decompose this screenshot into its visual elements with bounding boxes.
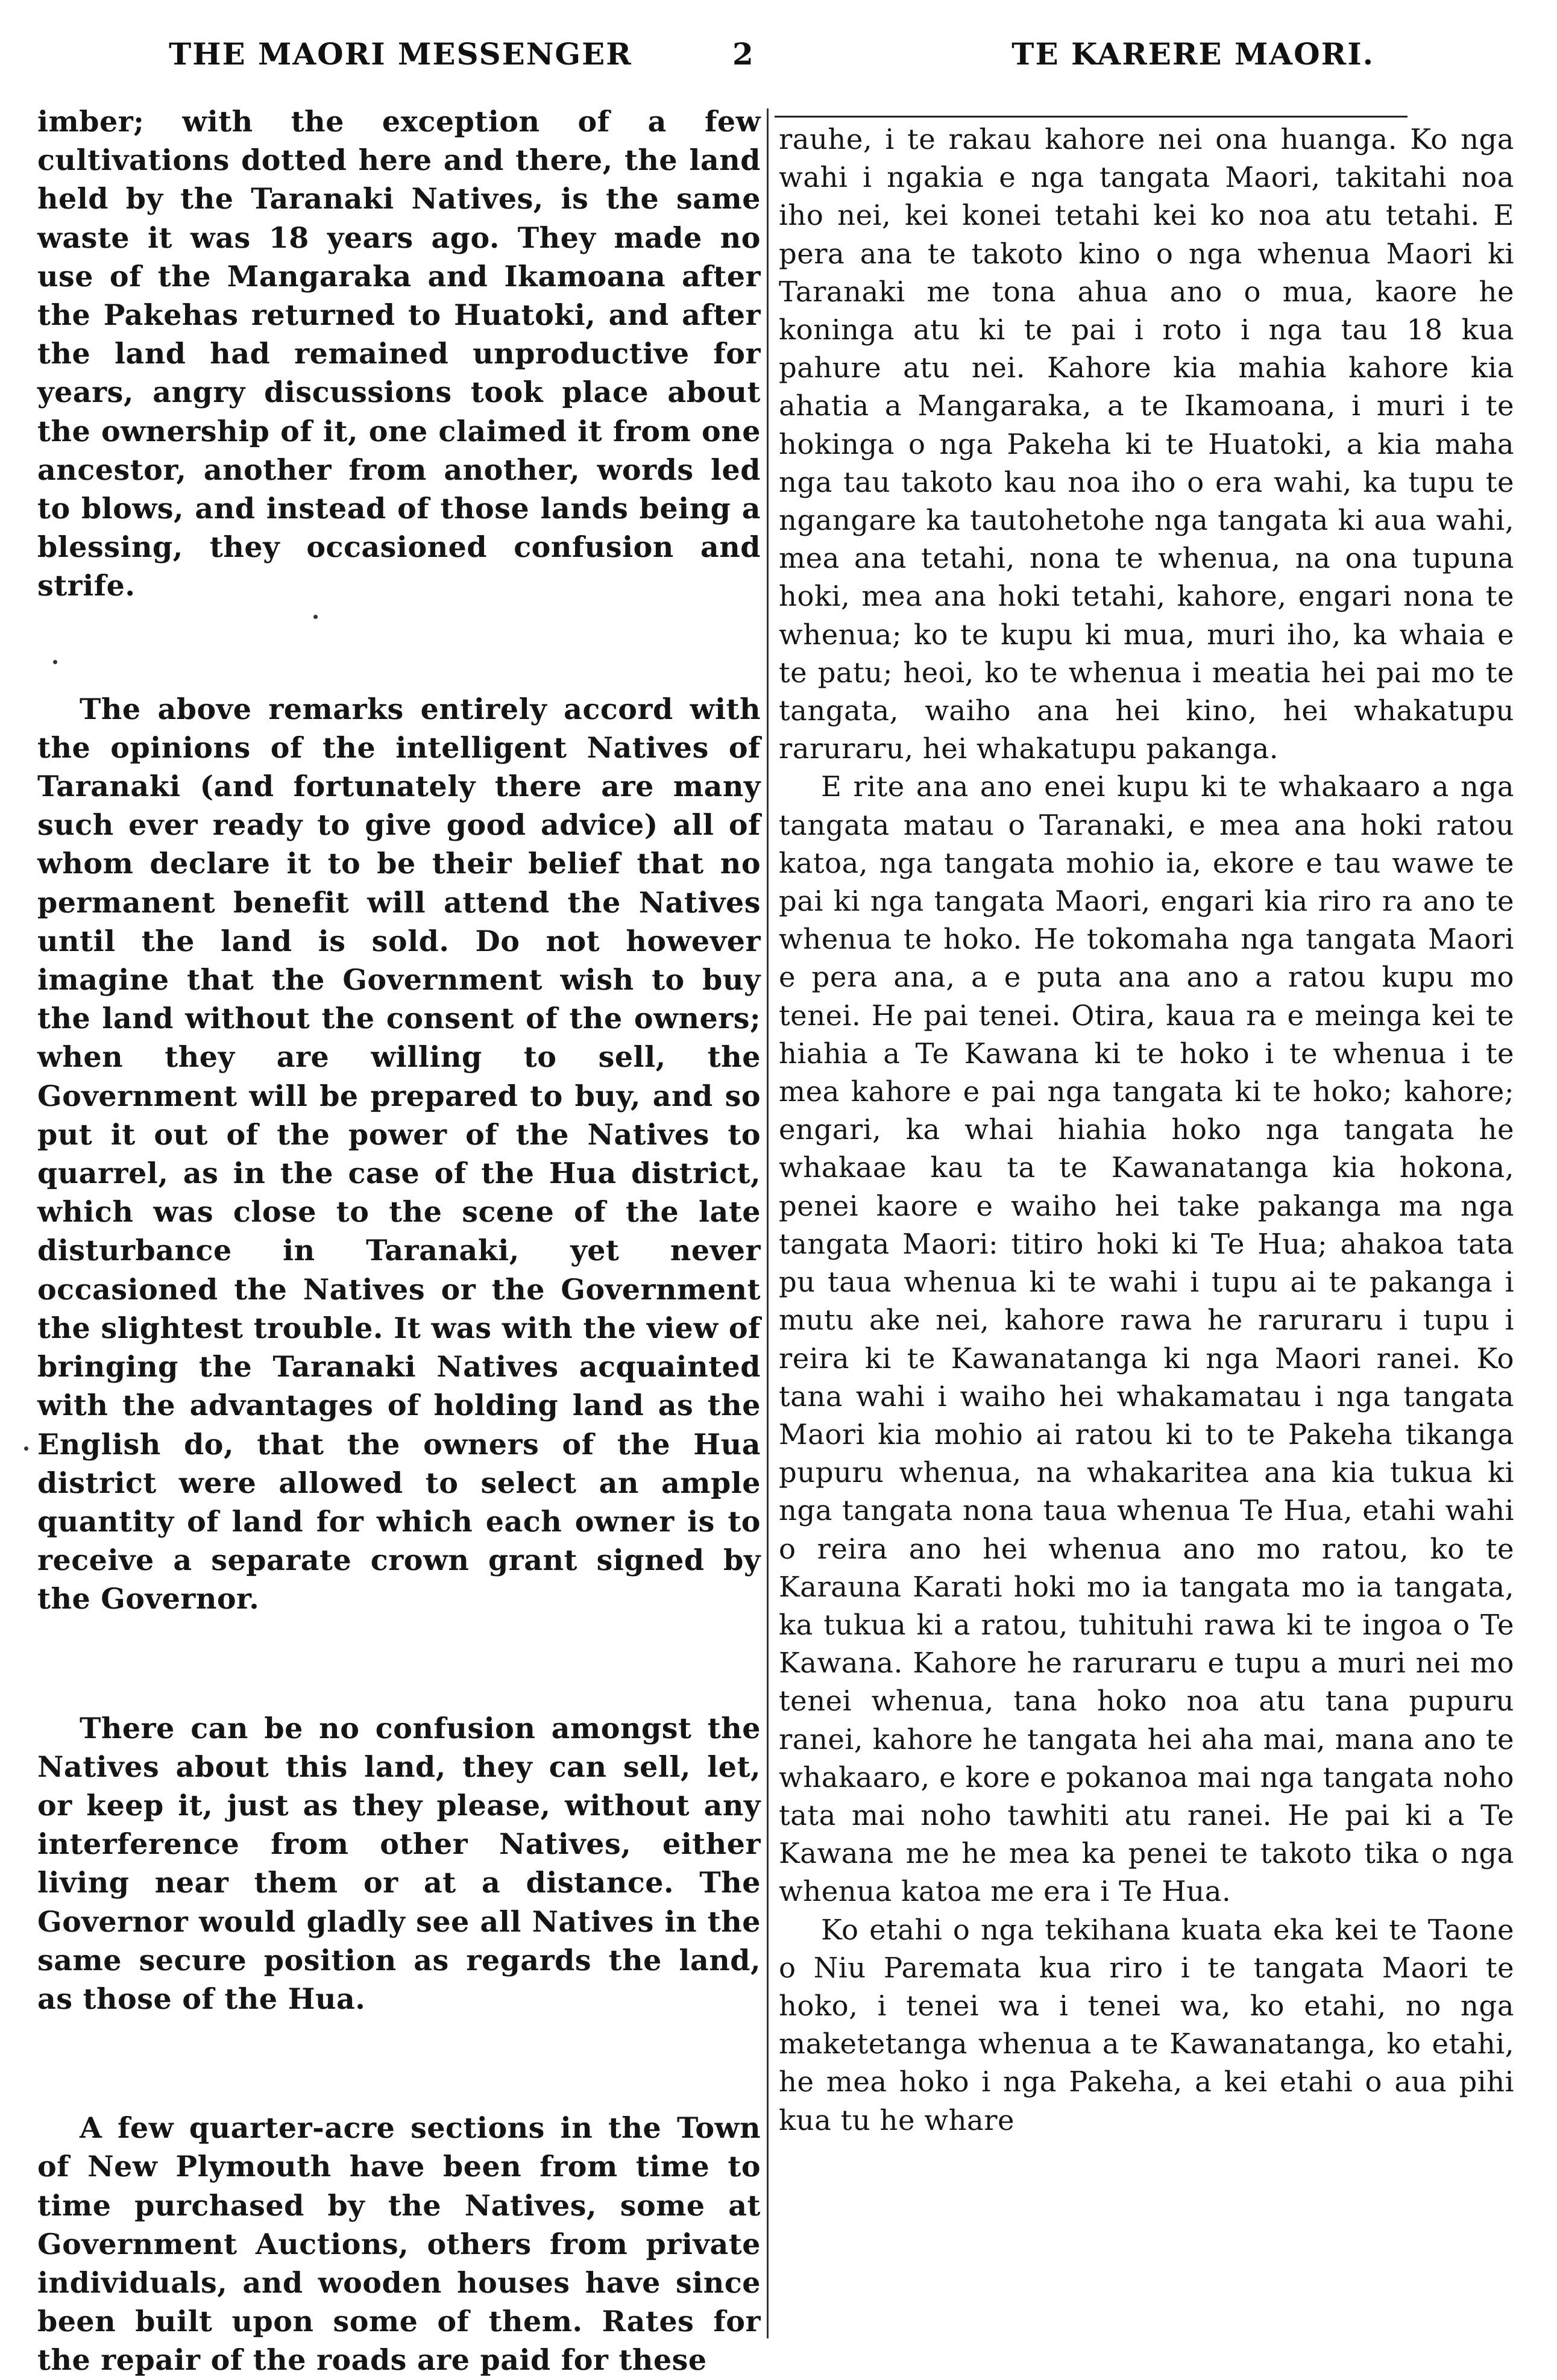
print-speck [53, 660, 57, 664]
english-paragraph-3: There can be no confusion amongst the Natives about this land, they can sell, let, or keep it, just as they please, without any interference from other Natives, either living near them or at a distance. The Governor would gladly see all Natives in the same secure position as regards the land, as those of the Hua. [37, 1711, 761, 2016]
maori-paragraph-3: Ko etahi o nga tekihana kuata eka kei te Taone o Niu Paremata kua riro i te tangata Maori te hoko, i tenei wa i tenei wa, ko etahi, no nga maketetanga whenua a te Kawanatanga, ko etahi, he mea hoko i nga Pakeha, a kei etahi o aua pihi kua tu he whare [779, 1913, 1514, 2137]
maori-paragraph-1: rauhe, i te rakau kahore nei ona huanga. Ko nga wahi i ngakia e nga tangata Maori, takitahi noa iho nei, kei konei tetahi kei ko noa atu tetahi. E pera ana te takoto kino o nga whenua Maori ki Taranaki me tona ahua ano o mua, kaore he koninga atu ki te pai i roto i nga tau 18 kua pahure atu nei. Kahore kia mahia kahore kia ahatia a Mangaraka, a te Ikamoana, i muri i te hokinga o nga Pakeha ki te Huatoki, a kia maha nga tau takoto kau noa iho o era wahi, ka tupu te ngangare ka tautohetohe nga tangata ki aua wahi, mea ana tetahi, nona te whenua, na ona tupuna hoki, mea ana hoki tetahi, kahore, engari nona te whenua; ko te kupu ki mua, muri iho, ka whaia e te patu; heoi, ko te whenua i meatia hei pai mo te tangata, waiho ana hei kino, hei whakatupu raruraru, hei whakatupu pakanga. [779, 123, 1514, 765]
english-paragraph-2: The above remarks entirely accord with the opinions of the intelligent Natives of Taranaki (and fortunately there are many such ever ready to give good advice) all of whom declare it to be their belief that no permanent benefit will attend the Natives until the land is sold. Do not however imagine that the Government wish to buy the land without the consent of the owners; when they are willing to sell, the Government will be prepared to buy, and so put it out of the power of the Natives to quarrel, as in the case of the Hua district, which was close to the scene of the late disturbance in Taranaki, yet never occasioned the Natives or the Government the slightest trouble. It was with the view of bringing the Taranaki Natives acquainted with the advantages of holding land as the English do, that the owners of the Hua district were allowed to select an ample quantity of land for which each owner is to receive a separate crown grant signed by the Governor. [37, 692, 761, 1616]
maori-column [779, 121, 1514, 2140]
english-paragraph-4: A few quarter-acre sections in the Town of New Plymouth have been from time to time purchased by the Natives, some at Government Auctions, others from private individuals, and wooden houses have since been built upon some of them. Rates for the repair of the roads are paid for these [37, 2111, 761, 2378]
header-rule [775, 116, 1408, 118]
page-number: 2 [732, 36, 755, 72]
page-header [145, 30, 1398, 78]
column-divider [767, 108, 769, 2338]
english-masthead: THE MAORI MESSENGER [169, 36, 632, 72]
english-paragraph-1: imber; with the exception of a few cultivations dotted here and there, the land held by the Taranaki Natives, is the same waste it was 18 years ago. They made no use of the Mangaraka and Ikamoana after the Pakehas returned to Huatoki, and after the land had remained unproductive for years, angry discussions took place about the ownership of it, one claimed it from one ancestor, another from another, words led to blows, and instead of those lands being a blessing, they occasioned confusion and strife. [37, 105, 761, 603]
maori-masthead: TE KARERE MAORI. [1011, 36, 1374, 72]
english-column [37, 102, 761, 2380]
maori-paragraph-2: E rite ana ano enei kupu ki te whakaaro a nga tangata matau o Taranaki, e mea ana hoki ratou katoa, nga tangata mohio ia, ekore e tau wawe te pai ki nga tangata Maori, engari kia riro ra ano te whenua te hoko. He tokomaha nga tangata Maori e pera ana, a e puta ana ano a ratou kupu mo tenei. He pai tenei. Otira, kaua ra e meinga kei te hiahia a Te Kawana ki te hoko i te whenua i te mea kahore e pai nga tangata ki te hoko; kahore; engari, ka whai hiahia hoko nga tangata he whakaae kau ta te Kawanatanga kia hokona, penei kaore e waiho hei take pakanga ma nga tangata Maori: titiro hoki ki Te Hua; ahakoa tata pu taua whenua ki te wahi i tupu ai te pakanga i mutu ake nei, kahore rawa he raruraru i tupu i reira ki te Kawanatanga ki nga Maori ranei. Ko tana wahi i waiho hei whakamatau i nga tangata Maori kia mohio ai ratou ki to te Pakeha tikanga pupuru whenua, na whakaritea ana kia tukua ki nga tangata nona taua whenua Te Hua, etahi wahi o reira ano hei whenua ano mo ratou, ko te Karauna Karati hoki mo ia tangata mo ia tangata, ka tukua ki a ratou, tuhituhi rawa ki te ingoa o Te Kawana. Kahore he raruraru e tupu a muri nei mo tenei whenua, tana hoko noa atu tana pupuru ranei, kahore he tangata hei aha mai, mana ano te whakaaro, e kore e pokanoa mai nga tangata noho tata mai noho tawhiti atu ranei. He pai ki a Te Kawana me he mea ka penei te takoto tika o nga whenua katoa me era i Te Hua. [779, 770, 1514, 1908]
print-speck [313, 615, 318, 619]
print-speck [24, 1446, 28, 1451]
